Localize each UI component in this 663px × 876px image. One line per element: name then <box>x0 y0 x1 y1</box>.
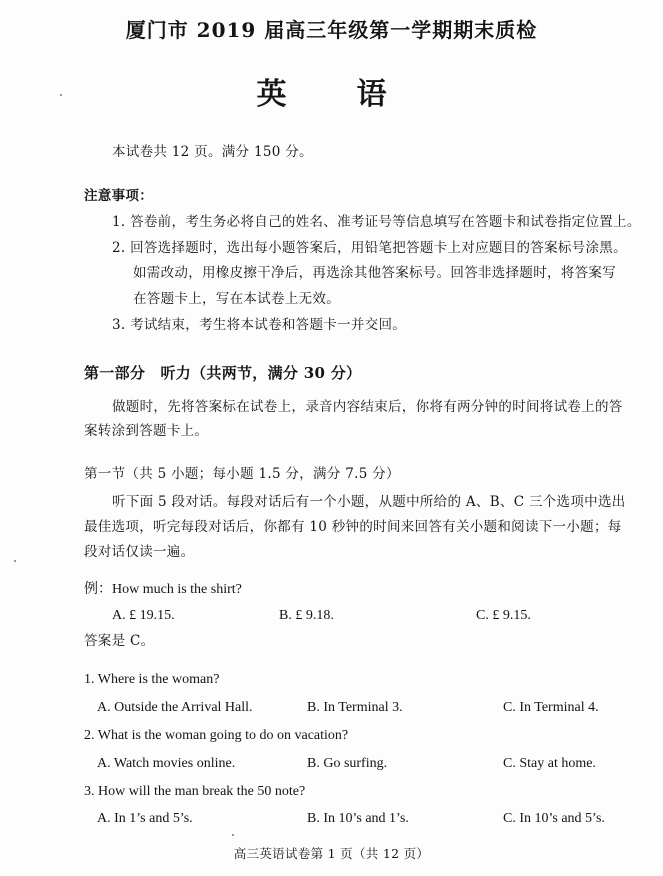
notes-heading: 注意事项： <box>84 188 153 204</box>
question-3: 3. How will the man break the 50 note? <box>84 784 306 799</box>
question-3-option-a: A. In 1’s and 5’s. <box>97 811 193 826</box>
scan-speck <box>60 94 62 96</box>
scan-speck <box>232 834 234 836</box>
example-question: 例：How much is the shirt? <box>84 582 242 597</box>
note-item: 2. 回答选择题时，选出每小题答案后，用铅笔把答题卡上对应题目的答案标号涂黑。 <box>112 240 627 256</box>
part1-heading: 第一部分 听力（共两节，满分 30 分） <box>84 364 362 382</box>
question-1-option-b: B. In Terminal 3. <box>307 700 403 715</box>
page-footer: 高三英语试卷第 1 页（共 12 页） <box>233 846 430 861</box>
note-item: 如需改动，用橡皮擦干净后，再选涂其他答案标号。回答非选择题时，将答案写 <box>133 265 616 281</box>
section1-instruction: 最佳选项，听完每段对话后，你都有 10 秒钟的时间来回答有关小题和阅读下一小题；每 <box>84 519 622 535</box>
question-2: 2. What is the woman going to do on vacation? <box>84 728 349 743</box>
section1-instruction: 段对话仅读一遍。 <box>84 544 195 560</box>
exam-title: 厦门市 2019 届高三年级第一学期期末质检 <box>125 18 538 42</box>
question-3-option-c: C. In 10’s and 5’s. <box>503 811 605 826</box>
question-1: 1. Where is the woman? <box>84 672 220 687</box>
note-item: 1. 答卷前，考生务必将自己的姓名、准考证号等信息填写在答题卡和试卷指定位置上。 <box>112 214 641 230</box>
part1-instruction: 做题时，先将答案标在试卷上，录音内容结束后，你将有两分钟的时间将试卷上的答 <box>112 399 623 415</box>
part1-instruction: 案转涂到答题卡上。 <box>84 423 209 439</box>
question-2-option-a: A. Watch movies online. <box>97 756 236 771</box>
note-item: 3. 考试结束，考生将本试卷和答题卡一并交回。 <box>112 317 407 333</box>
scan-speck <box>14 560 16 562</box>
section1-heading: 第一节（共 5 小题；每小题 1.5 分，满分 7.5 分） <box>84 466 400 482</box>
question-2-option-b: B. Go surfing. <box>307 756 388 771</box>
example-option-b: B. £ 9.18. <box>279 608 334 623</box>
example-option-c: C. £ 9.15. <box>476 608 531 623</box>
note-item: 在答题卡上，写在本试卷上无效。 <box>133 291 340 307</box>
page-count-note: 本试卷共 12 页。满分 150 分。 <box>112 144 313 160</box>
example-option-a: A. £ 19.15. <box>112 608 175 623</box>
question-1-option-a: A. Outside the Arrival Hall. <box>97 700 253 715</box>
question-3-option-b: B. In 10’s and 1’s. <box>307 811 409 826</box>
question-1-option-c: C. In Terminal 4. <box>503 700 599 715</box>
subject-title: 英 语 <box>256 77 407 112</box>
question-2-option-c: C. Stay at home. <box>503 756 596 771</box>
section1-instruction: 听下面 5 段对话。每段对话后有一个小题，从题中所给的 A、B、C 三个选项中选出 <box>112 494 626 510</box>
example-answer: 答案是 C。 <box>84 633 155 649</box>
